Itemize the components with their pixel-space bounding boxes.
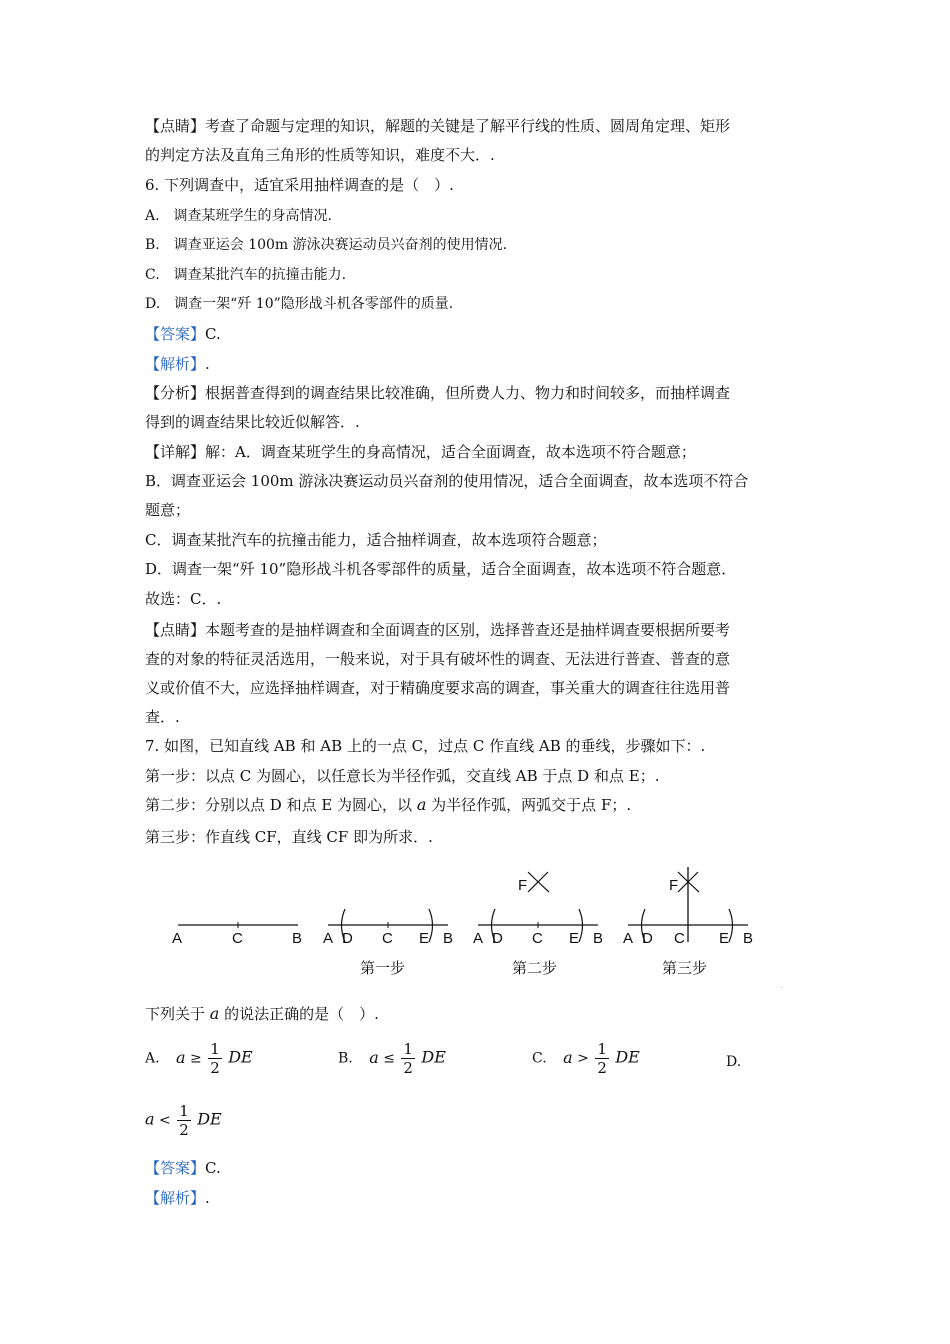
label-b-2: B <box>443 930 454 947</box>
paragraph-fenxi-2: 得到的调查结果比较近似解答．. <box>145 413 360 431</box>
label-e-4: E <box>719 930 730 947</box>
question-6-option-d: D. 调查一架“歼 10”隐形战斗机各零部件的质量. <box>145 296 454 312</box>
label-b-4: B <box>743 930 754 947</box>
question-7-option-a <box>145 1040 253 1077</box>
label-e-3: E <box>569 930 580 947</box>
option-b-seg: DE <box>421 1047 446 1067</box>
paragraph-xiangjie-6: 故选：C．. <box>145 590 222 608</box>
answer-6-value: C. <box>205 325 221 343</box>
label-c-4: C <box>674 930 685 947</box>
option-a-num: 1 <box>210 1040 220 1058</box>
answer-6 <box>145 324 221 344</box>
paragraph-dianjing2-4: 查．. <box>145 708 180 726</box>
caption-step-2: 第二步 <box>512 959 558 977</box>
option-d-rel: < <box>159 1112 171 1129</box>
question-6-option-a: A. 调查某班学生的身高情况. <box>145 208 333 224</box>
analysis-6-tail: . <box>205 355 210 373</box>
question-7: 7. 如图，已知直线 AB 和 AB 上的一点 C，过点 C 作直线 AB 的垂线，步骤如下：. <box>145 737 706 755</box>
option-a-rel: ≥ <box>190 1050 202 1067</box>
question-7-step-2 <box>145 795 631 815</box>
answer-6-label: 【答案】 <box>145 325 206 343</box>
caption-step-1: 第一步 <box>360 959 406 977</box>
label-a-3: A <box>473 930 484 947</box>
option-b-fraction <box>401 1040 415 1077</box>
paragraph-xiangjie-2: B．调查亚运会 100m 游泳决赛运动员兴奋剂的使用情况，适合全面调查，故本选项不符合 <box>145 472 749 490</box>
question-6-option-b: B. 调查亚运会 100m 游泳决赛运动员兴奋剂的使用情况. <box>145 237 508 253</box>
question-7-option-b <box>338 1040 446 1077</box>
option-a-den: 2 <box>210 1059 220 1077</box>
option-b-var: a <box>369 1047 379 1067</box>
step-2-post: 为半径作弧，两弧交于点 F；. <box>431 796 632 814</box>
panel-step-3 <box>623 867 753 977</box>
ask-var: a <box>209 1004 220 1023</box>
paragraph-xiangjie-4: C．调查某批汽车的抗撞击能力，适合抽样调查，故本选项符合题意； <box>145 531 607 549</box>
option-d-num: 1 <box>179 1102 189 1120</box>
label-a-2: A <box>323 930 334 947</box>
ask-pre: 下列关于 <box>145 1005 206 1023</box>
panel-step-2 <box>473 872 603 977</box>
label-e-2: E <box>419 930 430 947</box>
stray-mark: ` <box>780 986 784 995</box>
answer-7-label: 【答案】 <box>145 1159 206 1177</box>
panel-step-1b <box>323 909 453 947</box>
answer-7 <box>145 1158 221 1178</box>
analysis-7-label: 【解析】 <box>145 1189 206 1207</box>
option-d-var: a <box>145 1109 155 1129</box>
analysis-6-label: 【解析】 <box>145 355 206 373</box>
question-7-option-c <box>532 1040 640 1077</box>
question-7-ask <box>145 1004 379 1024</box>
question-6: 6. 下列调查中，适宜采用抽样调查的是（ ）. <box>145 176 454 194</box>
label-b-3: B <box>593 930 604 947</box>
label-c-2: C <box>382 930 393 947</box>
step-2-pre: 第二步：分别以点 D 和点 E 为圆心，以 <box>145 796 413 814</box>
question-7-option-d <box>145 1102 222 1139</box>
question-6-option-c: C. 调查某批汽车的抗撞击能力. <box>145 267 347 283</box>
option-c-label: C. <box>532 1050 547 1067</box>
analysis-6 <box>145 354 210 374</box>
paragraph-xiangjie-3: 题意； <box>145 501 191 519</box>
option-a-var: a <box>176 1047 186 1067</box>
paragraph-xiangjie-1: 【详解】解：A．调查某班学生的身高情况，适合全面调查，故本选项不符合题意； <box>145 443 696 461</box>
question-7-option-d-label: D. <box>726 1054 742 1070</box>
option-d-den: 2 <box>179 1121 189 1139</box>
label-f-4: F <box>669 877 679 894</box>
label-c-1: C <box>232 930 243 947</box>
label-f-3: F <box>518 877 528 894</box>
option-a-fraction <box>208 1040 222 1077</box>
label-d-3: D <box>492 930 503 947</box>
option-c-den: 2 <box>597 1059 607 1077</box>
label-d-4: D <box>642 930 653 947</box>
paragraph-dianjing2-2: 查的对象的特征灵活选用，一般来说，对于具有破坏性的调查、无法进行普查、普查的意 <box>145 650 731 668</box>
caption-step-3: 第三步 <box>662 959 708 977</box>
label-a-4: A <box>623 930 634 947</box>
paragraph-dianjing2-1: 【点睛】本题考查的是抽样调查和全面调查的区别，选择普查还是抽样调查要根据所要考 <box>145 621 731 639</box>
option-b-den: 2 <box>403 1059 413 1077</box>
option-c-fraction <box>595 1040 609 1077</box>
option-b-label: B. <box>338 1050 353 1067</box>
answer-7-value: C. <box>205 1159 221 1177</box>
ask-post: 的说法正确的是（ ）. <box>224 1005 379 1023</box>
option-a-seg: DE <box>228 1047 253 1067</box>
option-c-num: 1 <box>597 1040 607 1058</box>
analysis-7 <box>145 1188 210 1208</box>
paragraph-dianjing-2: 的判定方法及直角三角形的性质等知识，难度不大．. <box>145 146 495 164</box>
option-b-rel: ≤ <box>383 1050 395 1067</box>
option-c-rel: > <box>577 1050 589 1067</box>
option-d-fraction <box>177 1102 191 1139</box>
option-c-var: a <box>563 1047 573 1067</box>
question-7-step-3: 第三步：作直线 CF，直线 CF 即为所求．. <box>145 828 433 846</box>
step-2-var: a <box>416 795 427 814</box>
option-d-seg: DE <box>197 1109 222 1129</box>
panel-step-1 <box>172 922 405 977</box>
label-a-1: A <box>172 930 183 947</box>
label-c-3: C <box>532 930 543 947</box>
paragraph-dianjing2-3: 义或价值不大，应选择抽样调查，对于精确度要求高的调查，事关重大的调查往往选用普 <box>145 679 731 697</box>
option-c-seg: DE <box>615 1047 640 1067</box>
paragraph-xiangjie-5: D．调查一架“歼 10”隐形战斗机各零部件的质量，适合全面调查，故本选项不符合题意． <box>145 560 737 578</box>
option-b-num: 1 <box>403 1040 413 1058</box>
construction-diagram <box>160 862 780 982</box>
analysis-7-tail: . <box>205 1189 210 1207</box>
paragraph-fenxi-1: 【分析】根据普查得到的调查结果比较准确，但所费人力、物力和时间较多，而抽样调查 <box>145 384 731 402</box>
label-d-2: D <box>342 930 353 947</box>
option-a-label: A. <box>145 1050 160 1067</box>
label-b-1: B <box>292 930 303 947</box>
paragraph-dianjing-1: 【点睛】考查了命题与定理的知识，解题的关键是了解平行线的性质、圆周角定理、矩形 <box>145 117 731 135</box>
question-7-step-1: 第一步：以点 C 为圆心，以任意长为半径作弧，交直线 AB 于点 D 和点 E；. <box>145 767 660 785</box>
